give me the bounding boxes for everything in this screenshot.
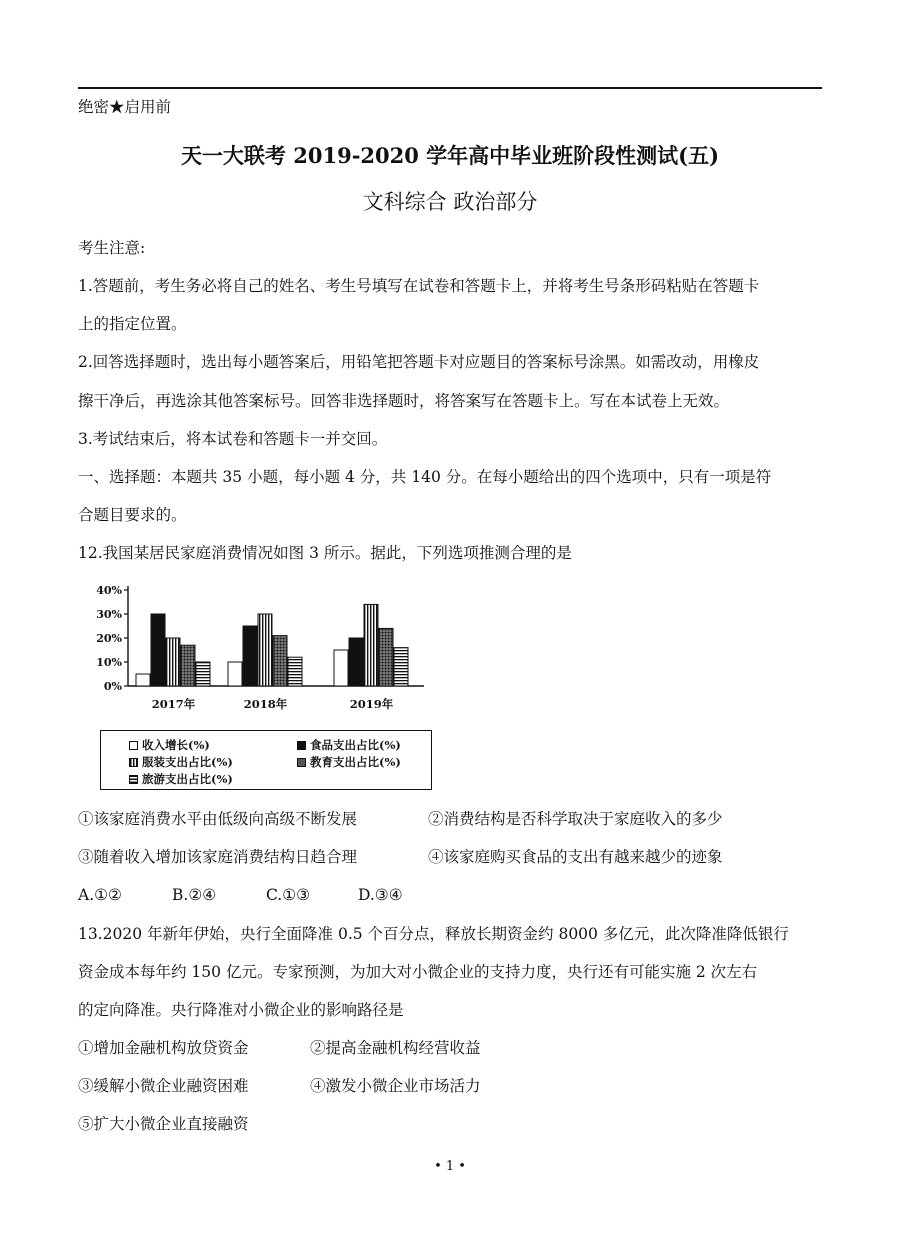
bar-2017年-4 <box>196 662 210 686</box>
bar-2019年-0 <box>334 650 348 686</box>
q13-stem: 13.2020 年新年伊始，央行全面降准 0.5 个百分点，释放长期资金约 8000 多亿元，此次降准降低银行 <box>78 925 789 943</box>
q12-choice-b: B.②④ <box>172 886 217 904</box>
q13-option-4: ④激发小微企业市场活力 <box>310 1077 481 1095</box>
legend-label-clothing: 服装支出占比(%) <box>142 755 233 769</box>
top-rule <box>78 87 822 89</box>
notice-item-2: 2.回答选择题时，选出每小题答案后，用铅笔把答题卡对应题目的答案标号涂黑。如需改动，用橡皮 <box>78 353 760 371</box>
notice-heading: 考生注意: <box>78 239 146 257</box>
bar-2018年-2 <box>258 614 272 686</box>
q12-option-3: ③随着收入增加该家庭消费结构日趋合理 <box>78 848 358 866</box>
bar-2019年-1 <box>349 638 363 686</box>
bar-2017年-1 <box>151 614 165 686</box>
x-tick-label: 2018年 <box>243 697 288 711</box>
y-tick-label: 10% <box>96 656 122 669</box>
q12-choice-a: A.①② <box>78 886 122 904</box>
q13-option-3: ③缓解小微企业融资困难 <box>78 1077 249 1095</box>
legend-swatch-white <box>129 741 138 750</box>
legend-item-income <box>129 737 210 753</box>
bar-2017年-0 <box>136 674 150 686</box>
q12-choice-c: C.①③ <box>266 886 311 904</box>
legend-item-education <box>297 754 401 770</box>
bar-2018年-0 <box>228 662 242 686</box>
consumption-bar-chart <box>94 578 434 718</box>
y-tick-label: 0% <box>103 680 122 693</box>
q12-stem: 12.我国某居民家庭消费情况如图 3 所示。据此，下列选项推测合理的是 <box>78 544 572 562</box>
y-tick-label: 30% <box>96 608 122 621</box>
q12-option-1: ①该家庭消费水平由低级向高级不断发展 <box>78 810 358 828</box>
legend-swatch-black <box>297 741 306 750</box>
legend-label-travel: 旅游支出占比(%) <box>142 772 233 786</box>
notice-item-1: 1.答题前，考生务必将自己的姓名、考生号填写在试卷和答题卡上，并将考生号条形码粘贴在答题卡 <box>78 277 760 295</box>
q13-option-5: ⑤扩大小微企业直接融资 <box>78 1115 249 1133</box>
bar-2018年-3 <box>273 636 287 686</box>
q12-option-4: ④该家庭购买食品的支出有越来越少的迹象 <box>428 848 723 866</box>
q12-option-2: ②消费结构是否科学取决于家庭收入的多少 <box>428 810 723 828</box>
legend-item-travel <box>129 771 233 787</box>
y-tick-label: 20% <box>96 632 122 645</box>
chart-legend <box>100 730 432 790</box>
legend-item-clothing <box>129 754 233 770</box>
q13-option-1: ①增加金融机构放贷资金 <box>78 1039 249 1057</box>
bar-2017年-2 <box>166 638 180 686</box>
bar-2019年-4 <box>394 648 408 686</box>
exam-subtitle: 文科综合 政治部分 <box>362 190 538 214</box>
bar-2019年-2 <box>364 604 378 686</box>
bar-2018年-4 <box>288 657 302 686</box>
secret-label: 绝密★启用前 <box>78 98 172 116</box>
y-tick-label: 40% <box>96 584 122 597</box>
legend-label-food: 食品支出占比(%) <box>310 738 401 752</box>
q12-choice-d: D.③④ <box>358 886 403 904</box>
section-heading-cont: 合题目要求的。 <box>78 506 187 524</box>
q13-option-2: ②提高金融机构经营收益 <box>310 1039 481 1057</box>
legend-swatch-horizontal <box>129 775 138 784</box>
legend-swatch-dense <box>297 758 306 767</box>
q13-stem-cont-2: 的定向降准。央行降准对小微企业的影响路径是 <box>78 1001 404 1019</box>
bar-2019年-3 <box>379 628 393 686</box>
x-tick-label: 2017年 <box>151 697 196 711</box>
legend-label-education: 教育支出占比(%) <box>310 755 401 769</box>
legend-label-income: 收入增长(%) <box>142 738 210 752</box>
q13-stem-cont: 资金成本每年约 150 亿元。专家预测，为加大对小微企业的支持力度，央行还有可能实施 2 次左右 <box>78 963 758 981</box>
bar-2017年-3 <box>181 645 195 686</box>
section-heading: 一、选择题：本题共 35 小题，每小题 4 分，共 140 分。在每小题给出的四个选项中，只有一项是符 <box>78 468 772 486</box>
notice-item-1-cont: 上的指定位置。 <box>78 315 187 333</box>
notice-item-3: 3.考试结束后，将本试卷和答题卡一并交回。 <box>78 430 388 448</box>
notice-item-2-cont: 擦干净后，再选涂其他答案标号。回答非选择题时，将答案写在答题卡上。写在本试卷上无效。 <box>78 392 730 410</box>
legend-swatch-vertical <box>129 758 138 767</box>
page-number: • 1 • <box>434 1159 466 1174</box>
exam-title: 天一大联考 2019-2020 学年高中毕业班阶段性测试(五) <box>180 143 720 168</box>
legend-item-food <box>297 737 401 753</box>
x-tick-label: 2019年 <box>349 697 394 711</box>
bar-2018年-1 <box>243 626 257 686</box>
